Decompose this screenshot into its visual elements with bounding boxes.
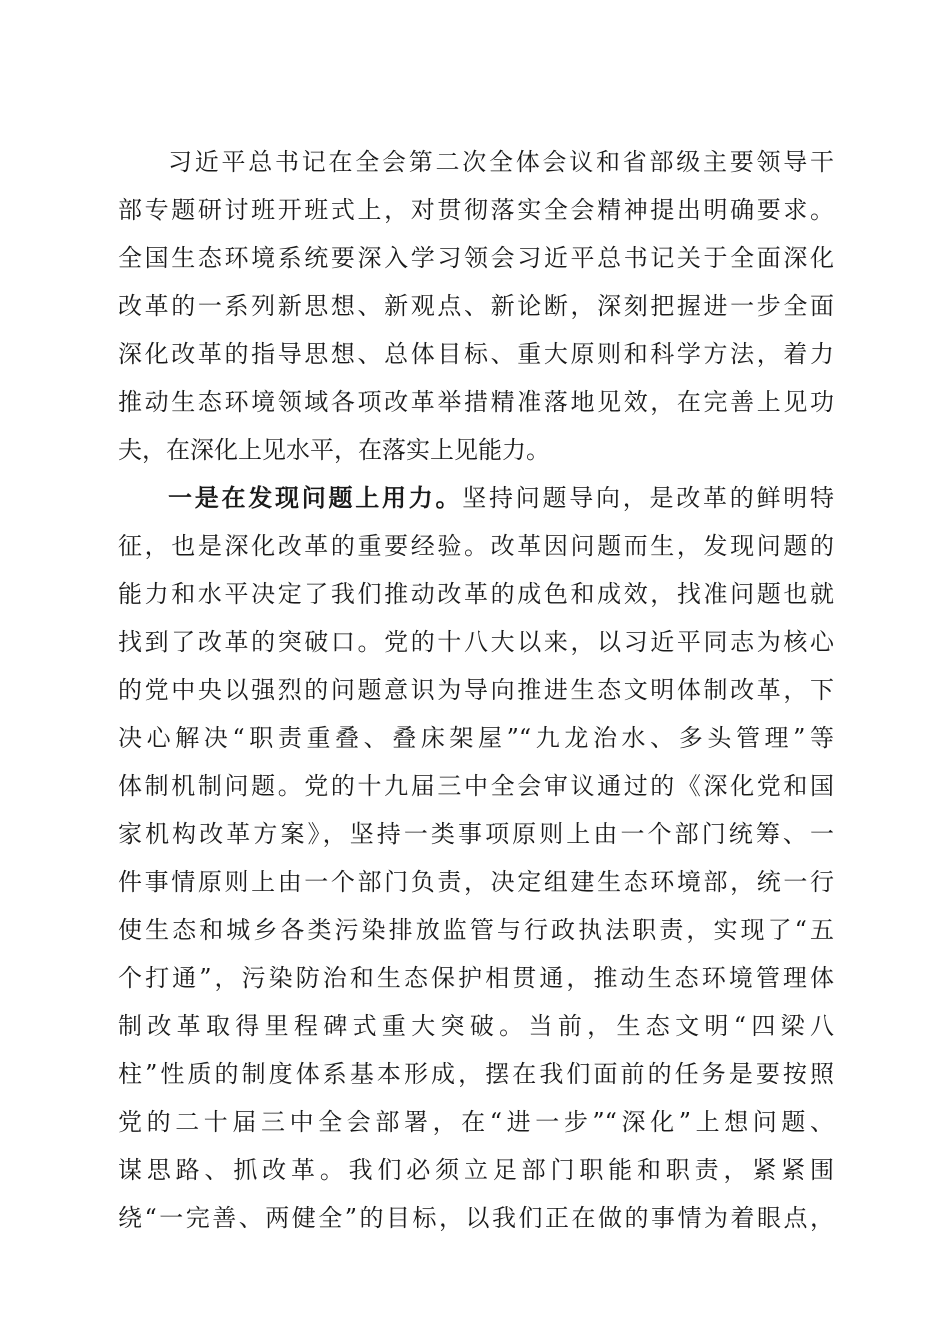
text-line: 习近平总书记在全会第二次全体会议和省部级主要领导干 (168, 148, 834, 176)
text-line: 个打通”，污染防治和生态保护相贯通，推动生态环境管理体 (118, 964, 834, 992)
text-line: 的党中央以强烈的问题意识为导向推进生态文明体制改革，下 (118, 676, 834, 704)
text-line: 夫，在深化上见水平，在落实上见能力。 (118, 436, 550, 464)
text-line: 部专题研讨班开班式上，对贯彻落实全会精神提出明确要求。 (118, 196, 834, 224)
text-line: 绕“一完善、两健全”的目标，以我们正在做的事情为着眼点， (118, 1204, 834, 1232)
text-line: 家机构改革方案》，坚持一类事项原则上由一个部门统筹、一 (118, 820, 834, 848)
document-body (118, 138, 834, 1242)
text-line (118, 474, 834, 522)
text-line: 体制机制问题。党的十九届三中全会审议通过的《深化党和国 (118, 772, 834, 800)
text-line: 征，也是深化改革的重要经验。改革因问题而生，发现问题的 (118, 532, 834, 560)
text-line: 件事情原则上由一个部门负责，决定组建生态环境部，统一行 (118, 868, 834, 896)
text-line: 制改革取得里程碑式重大突破。当前，生态文明“四梁八 (118, 1012, 834, 1040)
text-line: 推动生态环境领域各项改革举措精准落地见效，在完善上见功 (118, 388, 834, 416)
text-line: 能力和水平决定了我们推动改革的成色和成效，找准问题也就 (118, 580, 834, 608)
text-line: 全国生态环境系统要深入学习领会习近平总书记关于全面深化 (118, 244, 834, 272)
heading-continuation: 坚持问题导向，是改革的鲜明特 (462, 484, 834, 512)
text-line: 党的二十届三中全会部署，在“进一步”“深化”上想问题、 (118, 1108, 834, 1136)
section-heading: 一是在发现问题上用力。 (168, 483, 463, 512)
text-line: 谋思路、抓改革。我们必须立足部门职能和职责，紧紧围 (118, 1156, 834, 1184)
text-line: 改革的一系列新思想、新观点、新论断，深刻把握进一步全面 (118, 292, 834, 320)
text-line: 深化改革的指导思想、总体目标、重大原则和科学方法，着力 (118, 340, 834, 368)
paragraph-intro (118, 138, 834, 474)
text-line: 使生态和城乡各类污染排放监管与行政执法职责，实现了“五 (118, 916, 834, 944)
text-line: 找到了改革的突破口。党的十八大以来，以习近平同志为核心 (118, 628, 834, 656)
paragraph-point-one (118, 474, 834, 1242)
text-line: 柱”性质的制度体系基本形成，摆在我们面前的任务是要按照 (118, 1060, 834, 1088)
text-line: 决心解决“职责重叠、叠床架屋”“九龙治水、多头管理”等 (118, 724, 834, 752)
